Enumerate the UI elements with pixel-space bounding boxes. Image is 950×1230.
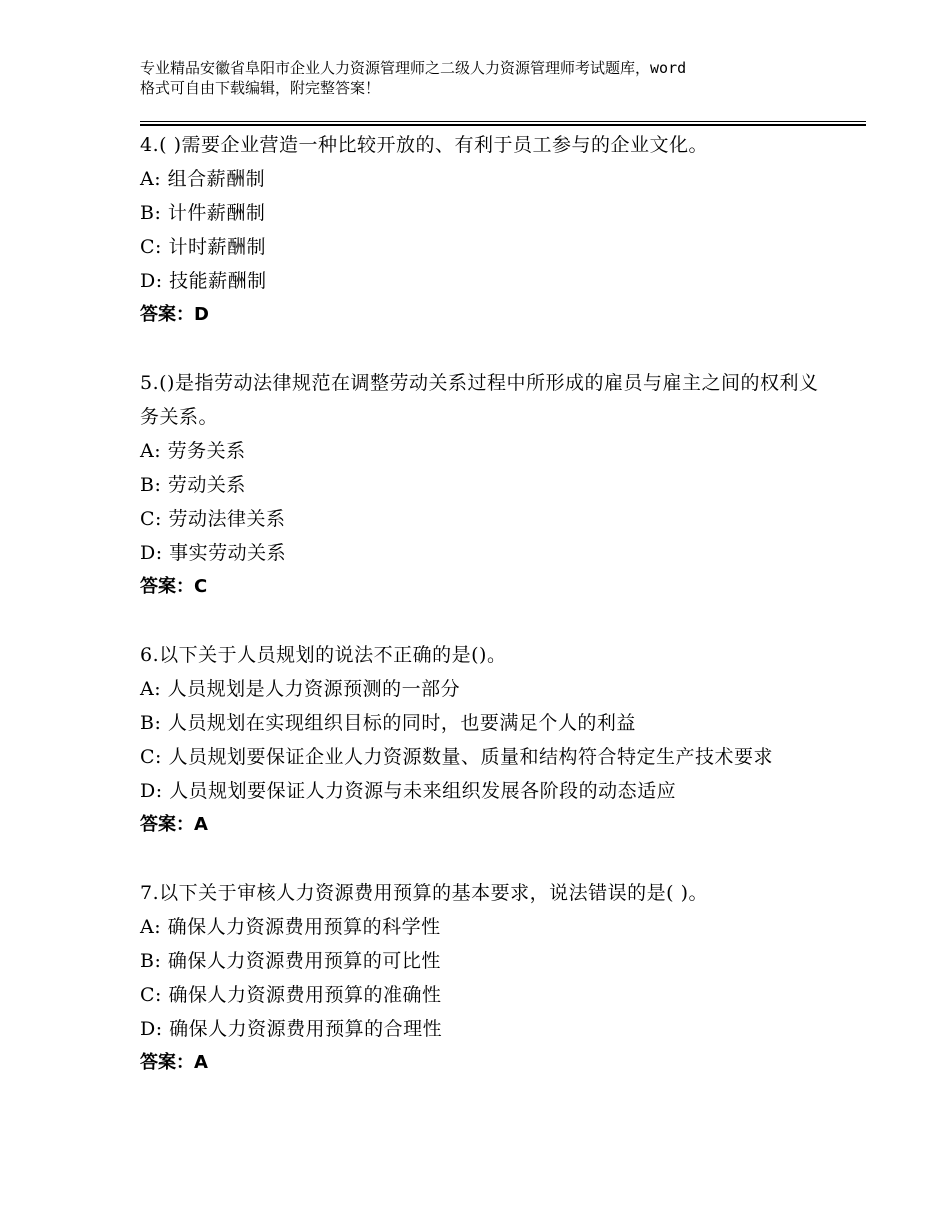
- option-b: B: 确保人力资源费用预算的可比性: [140, 950, 441, 972]
- header-line-1: 专业精品安徽省阜阳市企业人力资源管理师之二级人力资源管理师考试题库，word: [140, 59, 687, 77]
- answer: 答案：A: [140, 1052, 208, 1073]
- header-line-2: 格式可自由下载编辑，附完整答案！: [140, 79, 381, 97]
- question-6: [140, 638, 820, 842]
- question-text: 7.以下关于审核人力资源费用预算的基本要求，说法错误的是( )。: [140, 882, 708, 904]
- answer: 答案：D: [140, 304, 209, 325]
- document-header: [140, 58, 840, 98]
- question-text: 5.()是指劳动法律规范在调整劳动关系过程中所形成的雇员与雇主之间的权利义务关系。: [140, 372, 819, 428]
- option-a: A: 劳务关系: [140, 440, 246, 462]
- option-d: D: 事实劳动关系: [140, 542, 287, 564]
- question-list: [140, 128, 820, 1114]
- answer: 答案：A: [140, 814, 208, 835]
- option-b: B: 计件薪酬制: [140, 202, 266, 224]
- question-4: [140, 128, 820, 332]
- option-d: D: 人员规划要保证人力资源与未来组织发展各阶段的动态适应: [140, 780, 677, 802]
- question-text: 6.以下关于人员规划的说法不正确的是()。: [140, 644, 507, 666]
- option-d: D: 技能薪酬制: [140, 270, 267, 292]
- option-c: C: 人员规划要保证企业人力资源数量、质量和结构符合特定生产技术要求: [140, 746, 773, 768]
- option-d: D: 确保人力资源费用预算的合理性: [140, 1018, 443, 1040]
- question-5: [140, 366, 820, 604]
- option-b: B: 劳动关系: [140, 474, 246, 496]
- option-b: B: 人员规划在实现组织目标的同时，也要满足个人的利益: [140, 712, 636, 734]
- option-c: C: 确保人力资源费用预算的准确性: [140, 984, 442, 1006]
- option-a: A: 组合薪酬制: [140, 168, 266, 190]
- question-text: 4.( )需要企业营造一种比较开放的、有利于员工参与的企业文化。: [140, 134, 708, 156]
- option-c: C: 计时薪酬制: [140, 236, 266, 258]
- option-a: A: 人员规划是人力资源预测的一部分: [140, 678, 461, 700]
- question-7: [140, 876, 820, 1080]
- header-rule-thick: [140, 124, 866, 126]
- option-c: C: 劳动法律关系: [140, 508, 286, 530]
- header-rule-thin: [140, 121, 866, 122]
- answer: 答案：C: [140, 576, 208, 597]
- option-a: A: 确保人力资源费用预算的科学性: [140, 916, 441, 938]
